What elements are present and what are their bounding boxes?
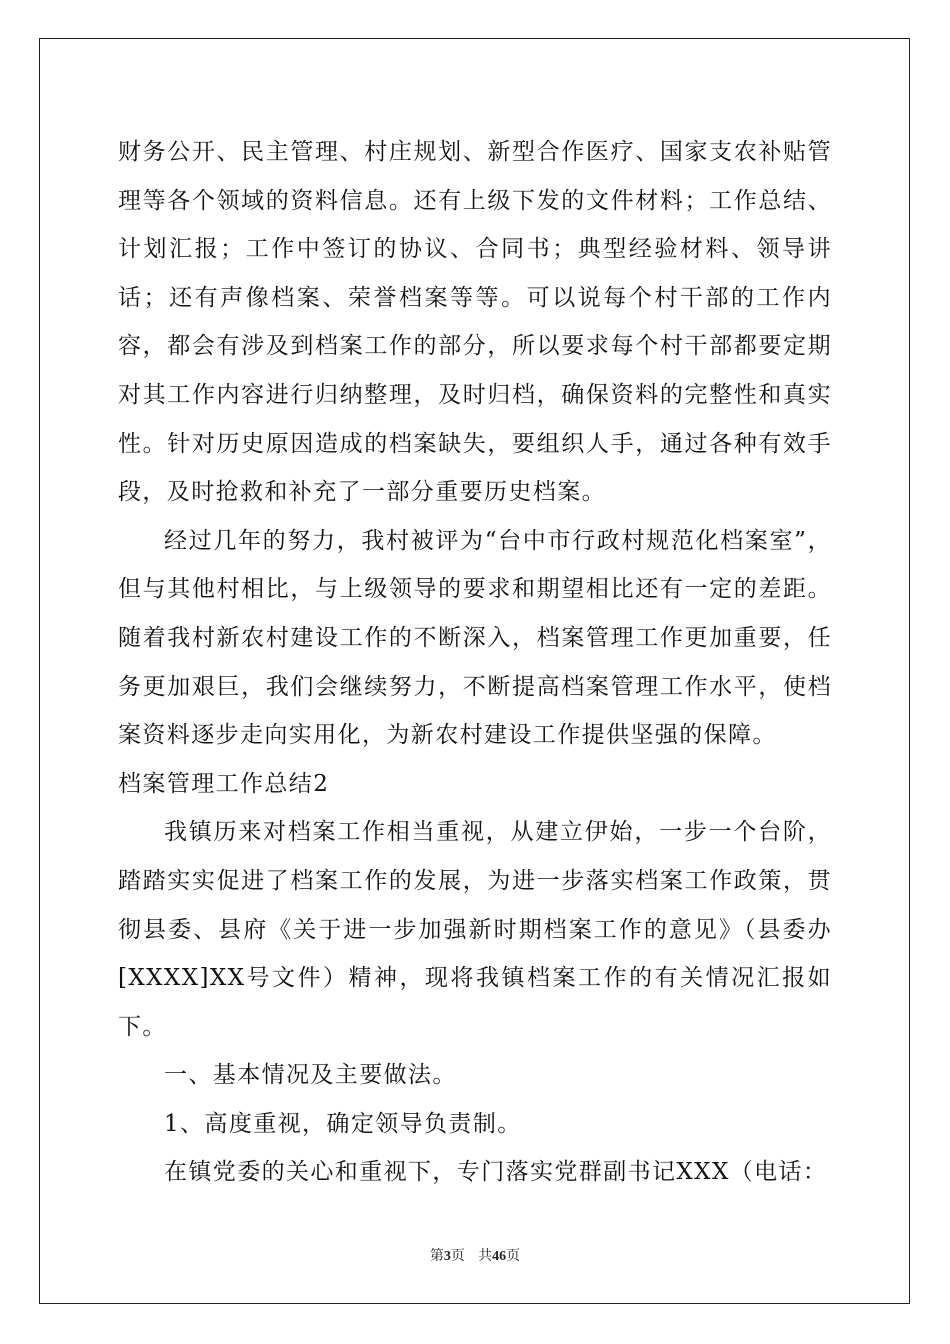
paragraph-continued: 财务公开、民主管理、村庄规划、新型合作医疗、国家支农补贴管理等各个领域的资料信息。还有上级下发的文件材料；工作总结、计划汇报；工作中签订的协议、合同书；典型经验材料、领导讲话；还有声像档案、荣誉档案等等。可以说每个村干部的工作内容，都会有涉及到档案工作的部分，所以要求每个村干部都要定期对其工作内容进行归纳整理，及时归档，确保资料的完整性和真实性。针对历史原因造成的档案缺失，要组织人手，通过各种有效手段，及时抢救和补充了一部分重要历史档案。 <box>118 139 832 506</box>
page-suffix: 页 <box>450 1248 465 1264</box>
section-title: 档案管理工作总结2 <box>118 770 330 797</box>
page-footer <box>0 1245 950 1265</box>
page-total: 46 <box>492 1249 507 1264</box>
page-prefix: 第 <box>429 1248 444 1264</box>
paragraph-evaluation: 经过几年的努力，我村被评为“台中市行政村规范化档案室”，但与其他村相比，与上级领导的要求和期望相比还有一定的差距。随着我村新农村建设工作的不断深入，档案管理工作更加重要，任务更加艰巨，我们会继续努力，不断提高档案管理工作水平，使档案资料逐步走向实用化，为新农村建设工作提供坚强的保障。 <box>118 527 832 749</box>
subheading-basic-situation: 一、基本情况及主要做法。 <box>164 1062 457 1089</box>
paragraph-intro: 我镇历来对档案工作相当重视，从建立伊始，一步一个台阶，踏踏实实促进了档案工作的发展，为进一步落实档案工作政策，贯彻县委、县府《关于进一步加强新时期档案工作的意见》（县委办[XXXX]XX号文件）精神，现将我镇档案工作的有关情况汇报如下。 <box>118 819 832 1040</box>
paragraph-leadership: 在镇党委的关心和重视下，专门落实党群副书记XXX（电话： <box>164 1159 828 1186</box>
page-number: 3 <box>443 1249 451 1264</box>
subheading-leadership: 1、高度重视，确定领导负责制。 <box>164 1110 522 1137</box>
document-body <box>118 128 832 1197</box>
total-prefix: 共 <box>478 1248 493 1264</box>
total-suffix: 页 <box>506 1248 521 1264</box>
